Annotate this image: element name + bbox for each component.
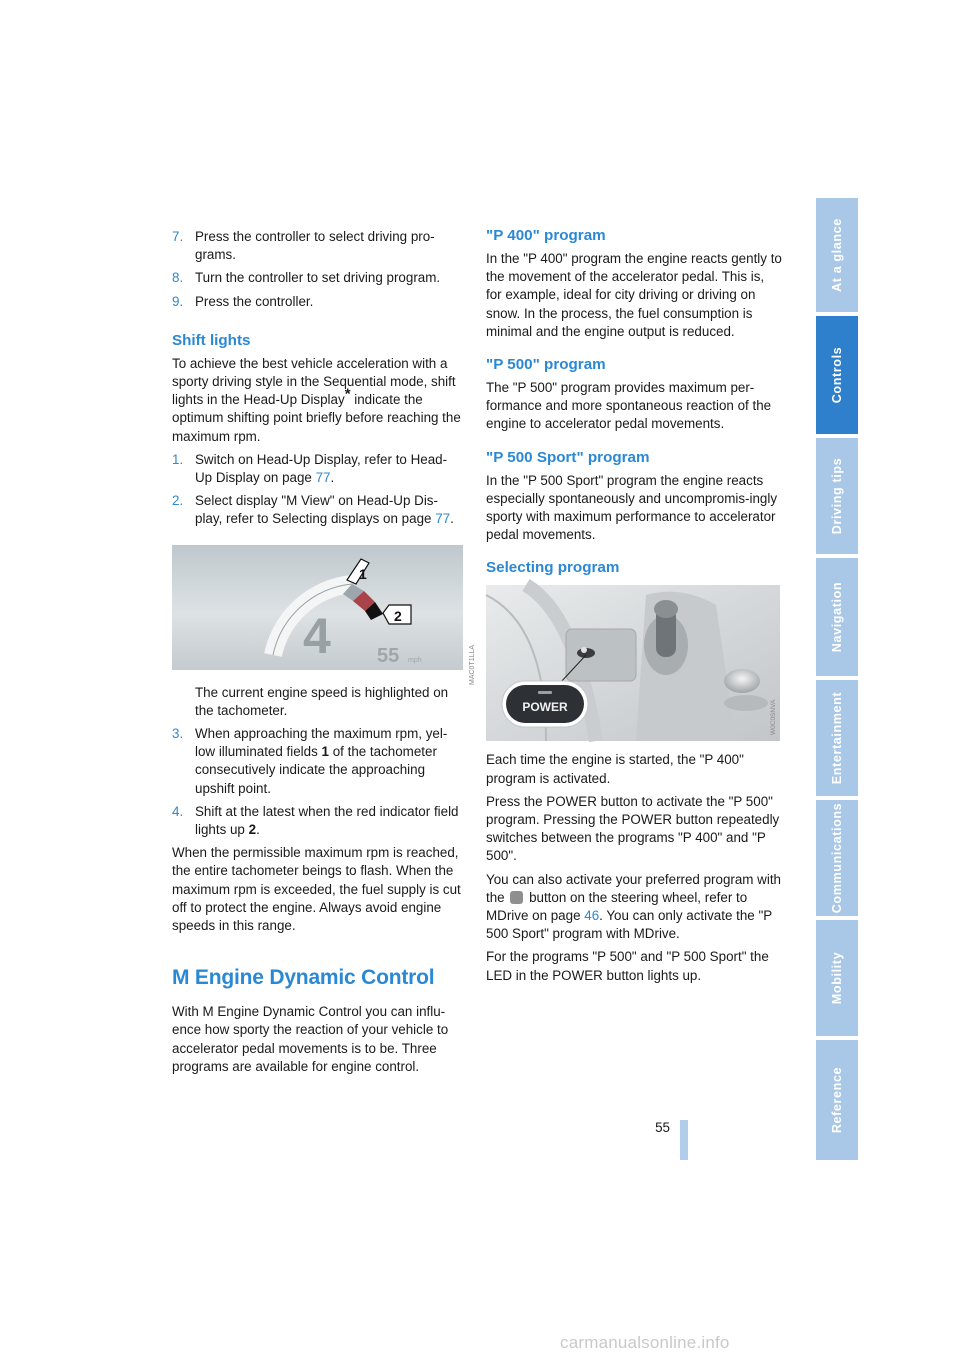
gear-indicator: 4: [303, 607, 331, 664]
page-link-77[interactable]: 77: [315, 470, 331, 486]
selecting-p2: Press the POWER button to activate the "P 500" program. Pressing the POWER button repeatedly switches between the programs "P 400" and "P 500".: [486, 793, 780, 864]
page-link-46[interactable]: 46: [584, 908, 600, 924]
left-column: [172, 228, 476, 1081]
page-link-77[interactable]: 77: [435, 511, 451, 527]
step-text: Turn the controller to set driving program.: [195, 270, 441, 286]
p500sport-text: In the "P 500 Sport" program the engine reacts especially spontaneously and uncompromis-ingly sporty with maximum performance to accelerator pedal movements.: [486, 472, 778, 543]
p400-text: In the "P 400" program the engine reacts gently to the movement of the accelerator pedal. This is, for example, ideal for city driving or driving on snow. In the process, the fuel consumption is minimal and the engine output is reduced.: [486, 251, 782, 339]
step-number: 9.: [172, 293, 184, 309]
power-button-figure: [486, 585, 780, 741]
selecting-p4: For the programs "P 500" and "P 500 Sport" the LED in the POWER button lights up.: [486, 949, 769, 983]
shift-lights-heading: Shift lights: [172, 331, 251, 349]
watermark: carmanualsonline.info: [560, 1333, 730, 1352]
page-number: 55: [655, 1120, 670, 1135]
shift-lights-intro: To achieve the best vehicle acceleration with a sporty driving style in the Sequential mode, shift lights in the Head-Up Display* indicate the optimum shifting point briefly before reaching the maximum rpm.: [172, 355, 461, 444]
tab-mobility[interactable]: Mobility: [816, 920, 858, 1036]
after-figure-text: The current engine speed is highlighted on the tachometer.: [195, 684, 449, 718]
step-7: [172, 228, 464, 264]
selecting-p3: You can also activate your preferred program with the button on the steering wheel, refer to MDrive on page 46. You can only activate the "P 500 Sport" program with MDrive.: [486, 871, 781, 942]
p400-heading: "P 400" program: [486, 227, 606, 244]
step-text: Press the controller to select driving pro-grams.: [195, 229, 435, 263]
tab-communications[interactable]: Communications: [816, 800, 858, 916]
section-tabs: [816, 198, 858, 1160]
step-9: [172, 293, 464, 311]
tab-entertainment[interactable]: Entertainment: [816, 680, 858, 796]
speed-unit: mph: [408, 656, 422, 664]
p500-heading: "P 500" program: [486, 356, 606, 374]
selecting-p1: Each time the engine is started, the "P 400" program is activated.: [486, 752, 744, 786]
power-button-label: POWER: [522, 700, 568, 715]
step-text: Press the controller.: [195, 293, 314, 309]
mdrive-button-icon: [510, 891, 523, 904]
optional-equipment-star: *: [344, 385, 351, 403]
figure-code: W0C0SNVA: [770, 700, 777, 736]
step-number: 7.: [172, 229, 184, 244]
m-engine-text: With M Engine Dynamic Control you can influ-ence how sporty the reaction of your vehicle to accelerator pedal movements is to be. Three programs are available for engine control.: [172, 1004, 449, 1074]
step-number: 8.: [172, 270, 184, 286]
shift-step-3: 3. When approaching the maximum rpm, yel-low illuminated fields 1 of the tachometer consecutively indicate the approaching upshift point.: [172, 726, 448, 796]
right-column: [486, 226, 782, 990]
shift-step-2: 2. Select display "M View" on Head-Up Dis-play, refer to Selecting displays on page 77.: [172, 493, 454, 527]
p500sport-heading: "P 500 Sport" program: [486, 448, 650, 466]
callout-2: 2: [394, 607, 402, 624]
tab-navigation[interactable]: Navigation: [816, 558, 858, 676]
tab-at-a-glance[interactable]: At a glance: [816, 198, 858, 312]
m-engine-heading: M Engine Dynamic Control: [172, 966, 435, 990]
max-rpm-note: When the permissible maximum rpm is reached, the entire tachometer beings to flash. When the maximum rpm is exceeded, the fuel supply is cut off to protect the engine. Always avoid engine speeds in this range.: [172, 845, 461, 934]
figure-code: MAC0T1LLA: [469, 644, 476, 685]
tachometer-figure: [172, 545, 476, 685]
tab-driving-tips[interactable]: Driving tips: [816, 438, 858, 554]
tab-reference[interactable]: Reference: [816, 1040, 858, 1160]
shift-step-4: 4. Shift at the latest when the red indicator field lights up 2.: [172, 803, 459, 838]
page-number-bar: [680, 1120, 688, 1160]
tab-controls[interactable]: Controls: [816, 316, 858, 434]
selecting-heading: Selecting program: [486, 559, 620, 577]
speed-readout: 55: [377, 644, 400, 667]
shift-step-1: 1. Switch on Head-Up Display, refer to Head-Up Display on page 77.: [172, 451, 448, 486]
callout-1: 1: [359, 565, 367, 582]
p500-text: The "P 500" program provides maximum per-formance and more spontaneous reaction of the engine to accelerator pedal movements.: [486, 380, 772, 432]
step-8: [172, 269, 464, 287]
